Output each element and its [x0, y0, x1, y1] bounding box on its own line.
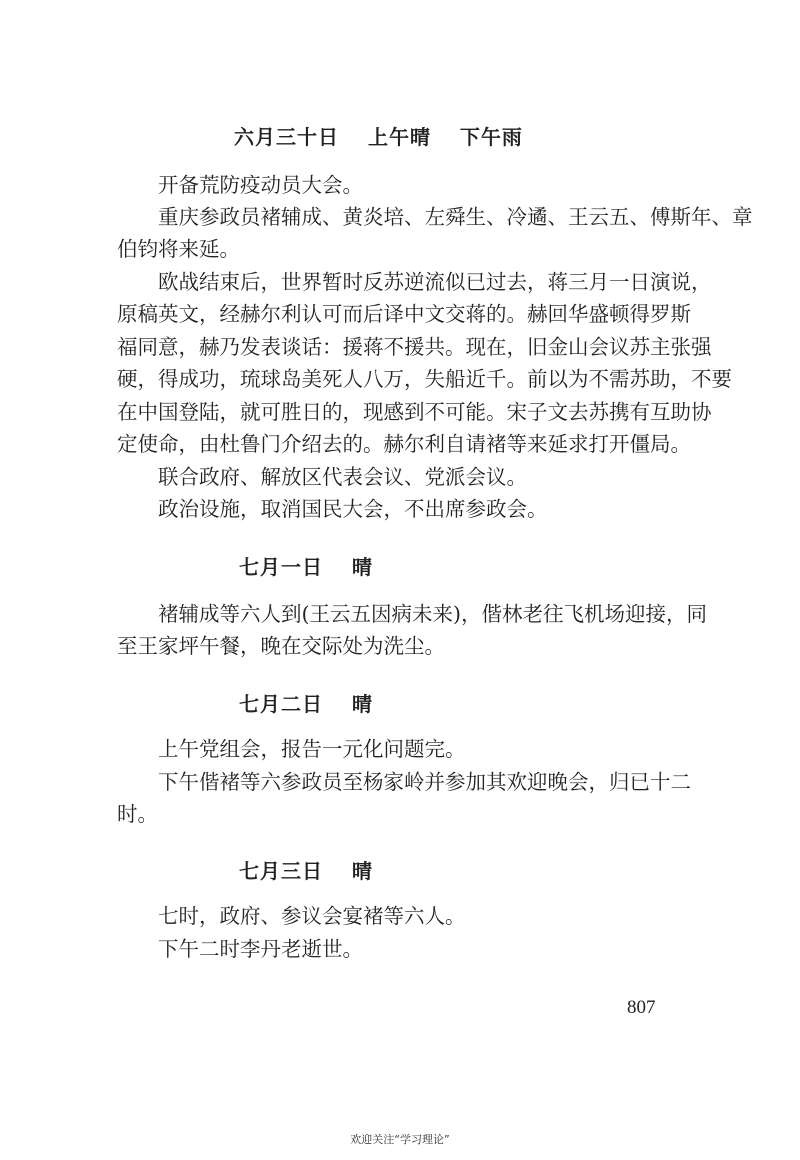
- entry-line: 政治设施，取消国民大会，不出席参政会。: [158, 497, 548, 521]
- entry-line: 定使命，由杜鲁门介绍去的。赫尔利自请褚等来延求打开僵局。: [117, 432, 691, 456]
- entry-line: 至王家坪午餐，晚在交际处为洗尘。: [117, 634, 445, 658]
- entry-line: 硬，得成功，琉球岛美死人八万，失船近千。前以为不需苏助，不要: [117, 367, 732, 391]
- entry-heading-july-3: 七月三日 晴: [239, 859, 373, 883]
- entry-heading-july-1: 七月一日 晴: [239, 555, 373, 579]
- entry-line: 重庆参政员褚辅成、黄炎培、左舜生、冷遹、王云五、傅斯年、章: [158, 205, 753, 229]
- entry-line: 七时，政府、参议会宴褚等六人。: [158, 904, 466, 928]
- entry-line: 褚辅成等六人到(王云五因病未来)，偕林老往飞机场迎接，同: [158, 602, 707, 626]
- entry-line: 时。: [117, 802, 158, 826]
- entry-line: 下午偕褚等六参政员至杨家岭并参加其欢迎晚会，归已十二: [158, 770, 691, 794]
- entry-line: 欧战结束后，世界暂时反苏逆流似已过去，蒋三月一日演说，: [158, 270, 712, 294]
- entry-line: 下午二时李丹老逝世。: [158, 937, 363, 961]
- entry-line: 上午党组会，报告一元化问题完。: [158, 737, 466, 761]
- entry-line: 原稿英文，经赫尔利认可而后译中文交蒋的。赫回华盛顿得罗斯: [117, 302, 691, 326]
- entry-heading-july-2: 七月二日 晴: [239, 692, 373, 716]
- entry-line: 开备荒防疫动员大会。: [158, 173, 363, 197]
- entry-line: 福同意，赫乃发表谈话：援蒋不援共。现在，旧金山会议苏主张强: [117, 335, 712, 359]
- entry-line: 伯钧将来延。: [117, 237, 240, 261]
- entry-line: 联合政府、解放区代表会议、党派会议。: [158, 465, 527, 489]
- entry-line: 在中国登陆，就可胜日的，现感到不可能。宋子文去苏携有互助协: [117, 400, 712, 424]
- entry-heading-june-30: 六月三十日 上午晴 下午雨: [234, 125, 523, 149]
- footer-note: 欢迎关注“学习理论”: [350, 1133, 450, 1146]
- page-number: 807: [627, 997, 656, 1018]
